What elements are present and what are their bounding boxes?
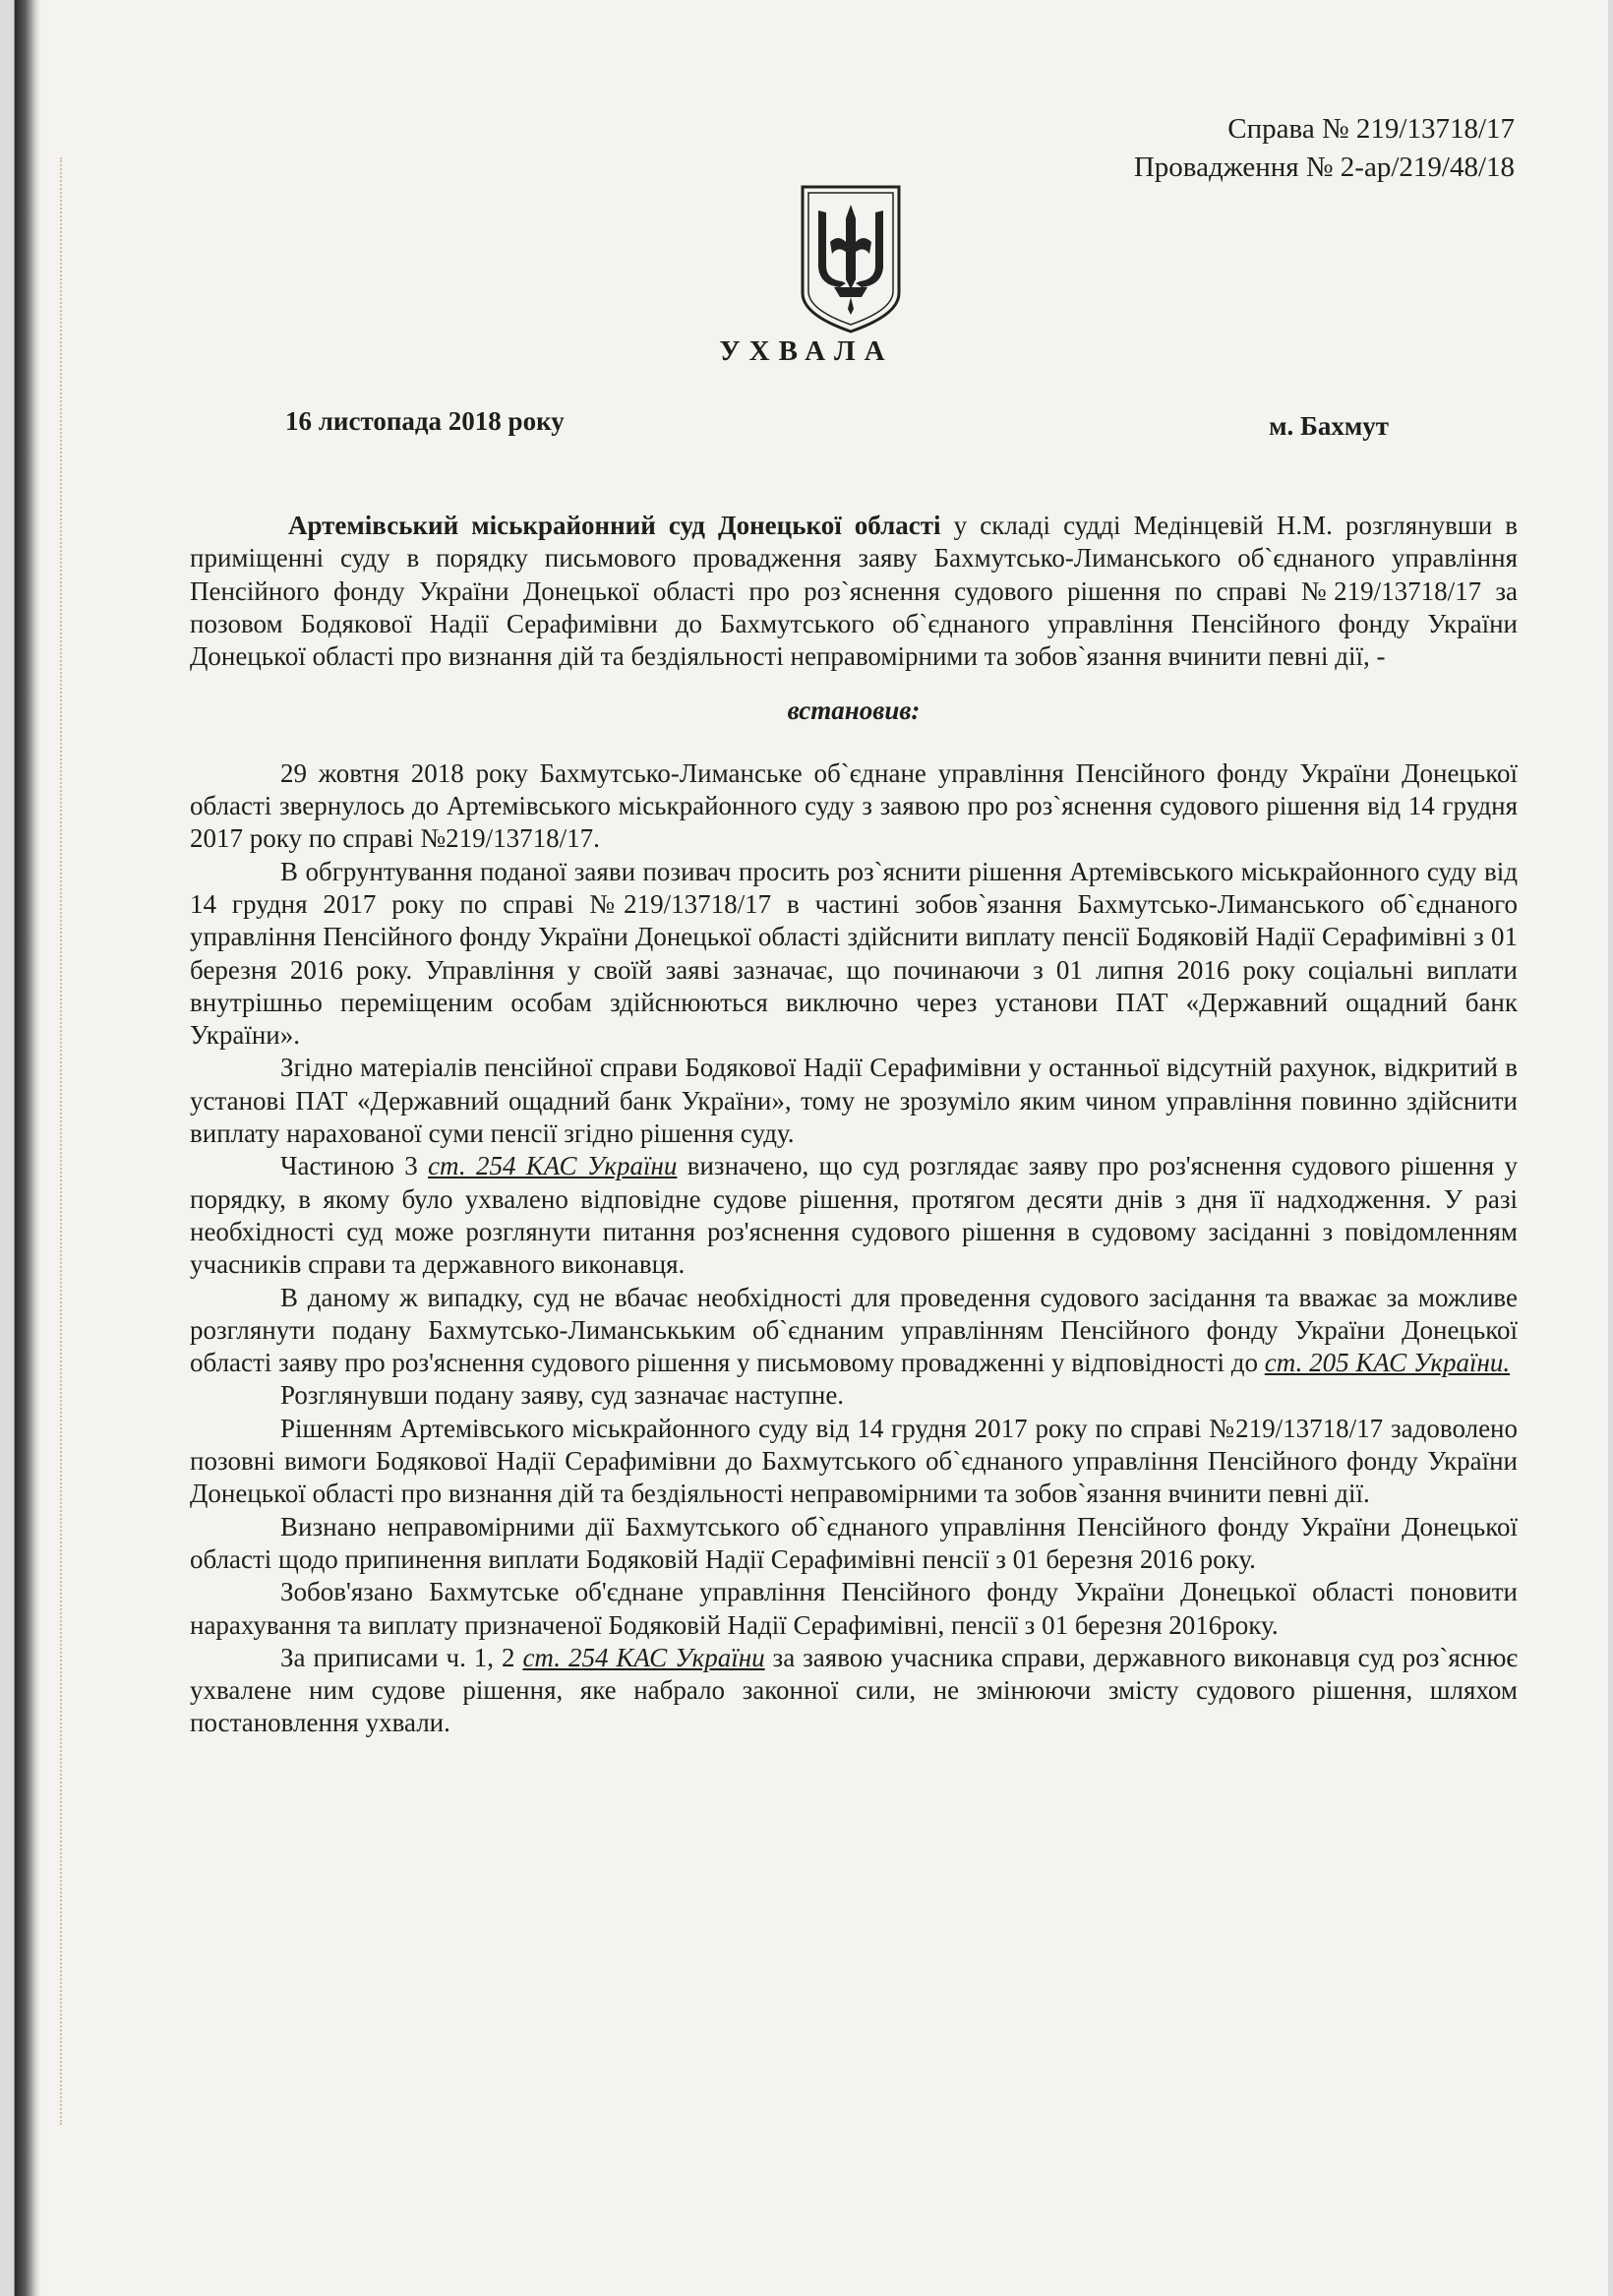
document-city: м. Бахмут bbox=[1269, 411, 1389, 441]
law-link-art-205[interactable]: ст. 205 КАС України. bbox=[1264, 1348, 1511, 1378]
document-date: 16 листопада 2018 року bbox=[285, 406, 565, 436]
paragraph-8: Визнано неправомірними дії Бахмутського об`єднаного управління Пенсійного фонду України Донецької області щодо припинення виплати Бодяковій Надії Серафимівні пенсії з 01 березня 2016 року. bbox=[190, 1511, 1518, 1574]
paragraph-7: Рішенням Артемівського міськрайонного суду від 14 грудня 2017 року по справі №219/13718/17 задоволено позовні вимоги Бодякової Надії Серафимівни до Бахмутського об`єднаного управління Пенсійного фонду України Донецької області про визнання дій та бездіяльності неправомірними та зобов`язання вчинити певні дії. bbox=[190, 1413, 1518, 1509]
document-body bbox=[190, 510, 1518, 1740]
trident-coat-of-arms-icon bbox=[797, 183, 905, 335]
paragraph-9: Зобов'язано Бахмутське об'єднане управління Пенсійного фонду України Донецької області поновити нарахування та виплату призначеної Бодяковій Надії Серафимівні, пенсії з 01 березня 2016року. bbox=[190, 1577, 1518, 1640]
intro-text: у складі судді Медінцевій Н.М. розглянувши в приміщенні суду в порядку письмового провадження заяву Бахмутсько-Лиманського об`єднаного управління Пенсійного фонду України Донецької області про роз`яснення судового рішення по справі №219/13718/17 за позовом Бодякової Надії Серафимівни до Бахмутського об`єднаного управління Пенсійного фонду України Донецької області про визнання дій та бездіяльності неправомірними та зобов`язання вчинити певні дії, - bbox=[190, 511, 1518, 672]
document-title: УХВАЛА bbox=[719, 335, 894, 367]
paragraph-10-text-end: за заявою учасника справи, державного виконавця суд роз`яснює ухвалене ним судове рішення, яке набрало законної сили, не змінюючи змісту судового рішення, шляхом постановлення ухвали. bbox=[190, 1642, 1518, 1738]
paragraph-4-text-start: Частиною 3 bbox=[280, 1151, 429, 1181]
law-link-art-254-second[interactable]: ст. 254 КАС України bbox=[522, 1642, 765, 1672]
paragraph-5 bbox=[190, 1282, 1518, 1380]
section-heading: встановив: bbox=[787, 695, 921, 726]
paragraph-10-text-start: За приписами ч. 1, 2 bbox=[280, 1642, 523, 1672]
paragraph-6: Розглянувши подану заяву, суд зазначає наступне. bbox=[280, 1380, 845, 1411]
paragraph-4-text-end: визначено, що суд розглядає заяву про роз'яснення судового рішення у порядку, в якому було ухвалено відповідне судове рішення, протягом десяти днів з дня її надходження. У разі необхідності суд може розглянути питання роз'яснення судового рішення в судовому засіданні з повідомленням учасників справи та державного виконавця. bbox=[190, 1151, 1518, 1280]
binding-perforation bbox=[60, 157, 70, 2125]
paragraph-2: В обгрунтування поданої заяви позивач просить роз`яснити рішення Артемівського міськрайонного суду від 14 грудня 2017 року по справі №219/13718/17 в частині зобов`язання Бахмутсько-Лиманського об`єднаного управління Пенсійного фонду України Донецької області здійснити виплату пенсії Бодяковій Надії Серафимівні з 01 березня 2016 року. Управління у своїй заяві зазначає, що починаючи з 01 липня 2016 року соціальні виплати внутрішньо переміщеним особам здійснюються виключно через установи ПАТ «Державний ощадний банк України». bbox=[190, 856, 1518, 1051]
paragraph-1: 29 жовтня 2018 року Бахмутсько-Лиманське об`єднане управління Пенсійного фонду України Донецької області звернулось до Артемівського міськрайонного суду з заявою про роз`яснення судового рішення від 14 грудня 2017 року по справі №219/13718/17. bbox=[190, 757, 1518, 854]
law-link-art-254[interactable]: ст. 254 КАС України bbox=[428, 1151, 678, 1181]
proceeding-number: Провадження № 2-ар/219/48/18 bbox=[1133, 151, 1515, 183]
paragraph-10 bbox=[190, 1642, 1518, 1740]
case-references bbox=[1134, 110, 1515, 187]
paragraph-4 bbox=[190, 1150, 1518, 1281]
paragraph-3: Згідно матеріалів пенсійної справи Бодякової Надії Серафимівни у останньої відсутній рахунок, відкритий в установі ПАТ «Державний ощадний банк України», тому не зрозуміло яким чином управління повинно здійснити виплату нарахованої суми пенсії згідно рішення суду. bbox=[190, 1053, 1518, 1149]
court-name: Артемівський міськрайонний суд Донецької області bbox=[288, 511, 941, 540]
paragraph-5-text: В даному ж випадку, суд не вбачає необхідності для проведення судового засідання та вважає за можливе розглянути подану Бахмутсько-Лиманськьким об`єднаним управлінням Пенсійного фонду України Донецької області заяву про роз'яснення судового рішення у письмовому провадженні у відповідності до bbox=[190, 1282, 1518, 1378]
intro-paragraph bbox=[190, 510, 1518, 673]
case-number: Справа № 219/13718/17 bbox=[1227, 113, 1515, 145]
